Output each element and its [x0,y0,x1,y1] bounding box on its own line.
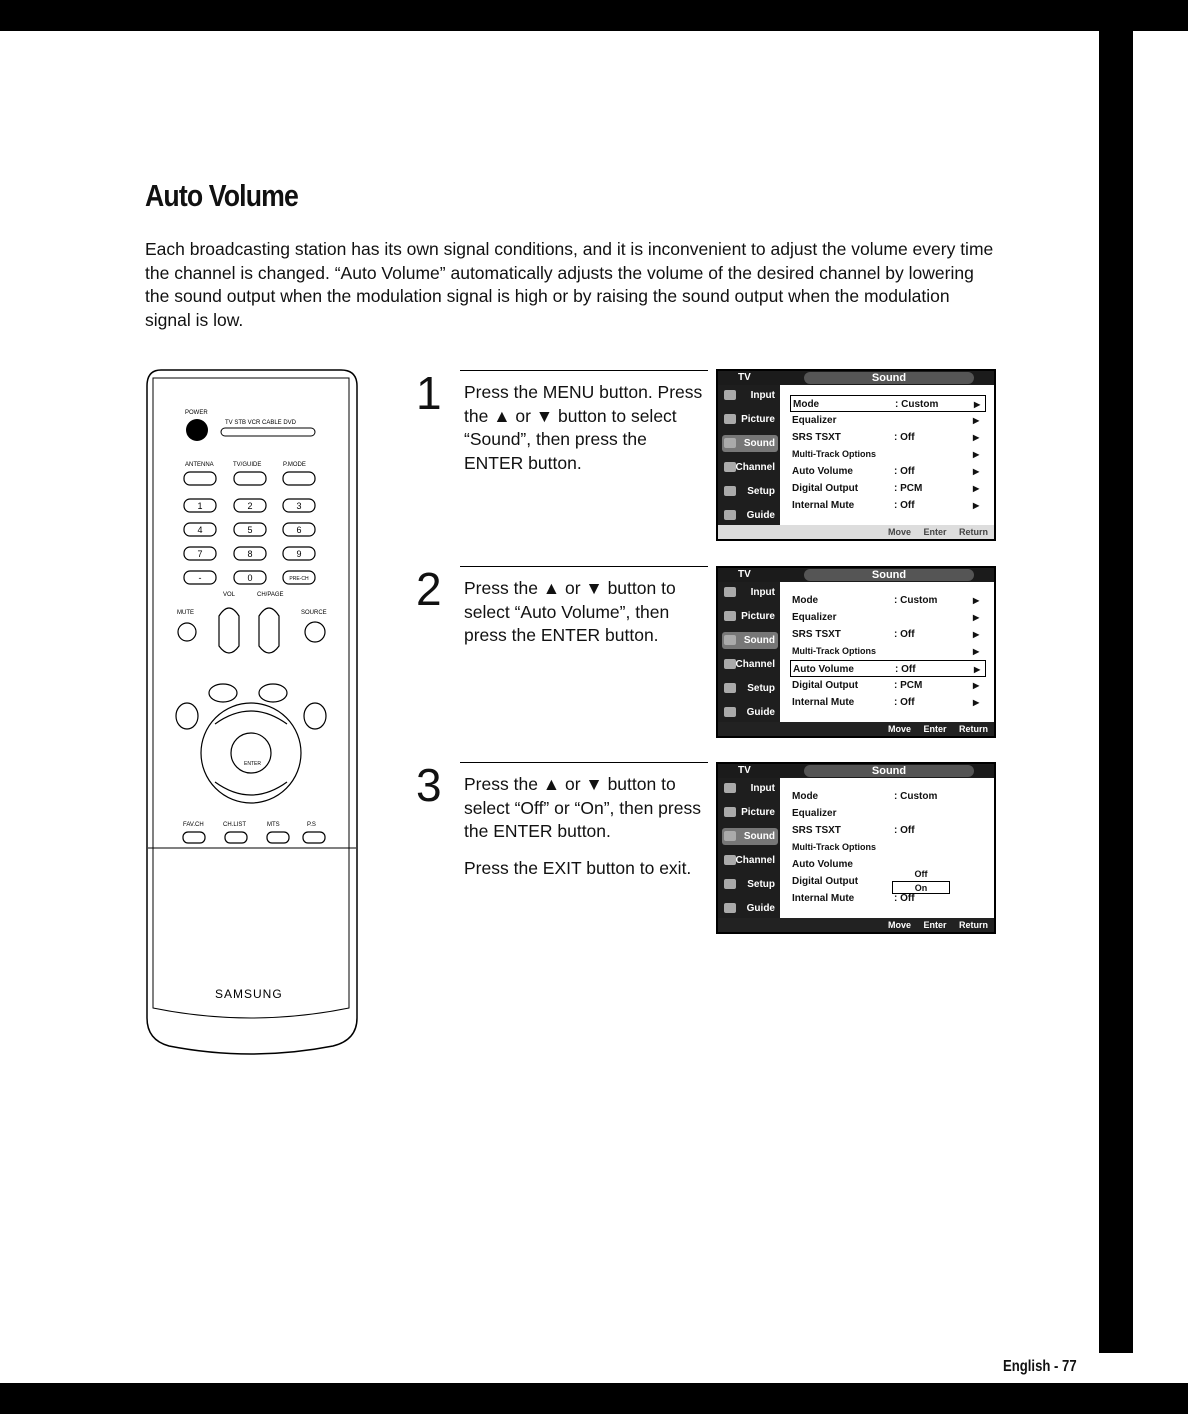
tv-screen-step-2 [716,566,996,738]
side-item-sound: Sound [722,828,778,845]
sound-menu [790,788,986,907]
remote-mute-label: MUTE [177,610,194,616]
step-rule [460,566,708,567]
remote-ps-label: P.S [307,822,316,828]
screen-tv-label: TV [738,569,751,580]
side-item-channel: Channel [722,459,778,476]
remote-enter-label: ENTER [244,761,261,767]
screen-nav-bar: Move Enter Return [718,722,994,736]
side-item-input: Input [722,780,778,797]
remote-source-label: SOURCE [301,610,327,616]
remote-power-label: POWER [185,410,208,416]
tv-screen-step-1 [716,369,996,541]
auto-volume-options [892,868,950,894]
menu-row-srs: SRS TSXT : Off [792,825,915,836]
digit-0: 0 [247,573,253,583]
side-item-setup: Setup [722,876,778,893]
side-item-sound: Sound [722,435,778,452]
remote-mode-labels: TV STB VCR CABLE DVD [225,420,297,426]
digit-3: 3 [296,501,302,511]
menu-row-digital-output: Digital Output [792,876,859,887]
menu-row-auto-volume: Auto Volume : Off ▶ [790,660,986,677]
side-item-setup: Setup [722,483,778,500]
side-item-channel: Channel [722,852,778,869]
side-item-guide: Guide [722,704,778,721]
prech-label: PRE-CH [289,576,309,582]
menu-row-auto-volume: Auto Volume [792,859,853,870]
step-2 [416,563,706,686]
side-item-sound: Sound [722,632,778,649]
remote-tvguide-label: TV/GUIDE [233,462,262,468]
step-exit-text: Press the EXIT button to exit. [464,858,692,878]
side-item-setup: Setup [722,680,778,697]
menu-row-mode: Mode : Custom ▶ [792,595,980,606]
digit-dash: - [198,573,202,583]
screen-side-menu [718,385,780,530]
screen-side-menu [718,582,780,727]
tv-screen-step-3 [716,762,996,934]
option-off: Off [914,869,928,879]
bottom-black-band [0,1383,1188,1414]
menu-row-internal-mute: Internal Mute : Off ▶ [792,697,980,708]
screen-nav-bar: Move Enter Return [718,525,994,539]
digit-2: 2 [247,501,253,511]
step-3 [416,759,706,902]
side-item-input: Input [722,387,778,404]
remote-antenna-label: ANTENNA [185,462,214,468]
side-item-picture: Picture [722,411,778,428]
digit-4: 4 [197,525,203,535]
step-number: 2 [416,563,442,615]
digit-5: 5 [247,525,253,535]
menu-row-multitrack: Multi-Track Options [792,842,877,852]
screen-tv-label: TV [738,372,751,383]
digit-7: 7 [197,549,203,559]
sound-menu [790,395,986,514]
menu-row-multitrack: Multi-Track Options ▶ [792,449,980,459]
top-black-band [0,0,1188,31]
step-1 [416,367,706,490]
side-item-input: Input [722,584,778,601]
menu-row-srs: SRS TSXT : Off ▶ [792,629,980,640]
menu-row-digital-output: Digital Output : PCM ▶ [792,483,980,494]
remote-chlist-label: CH.LIST [223,822,247,828]
menu-row-multitrack: Multi-Track Options ▶ [792,646,980,656]
remote-mts-label: MTS [267,822,280,828]
remote-chpage-label: CH/PAGE [257,592,284,598]
menu-row-mode: Mode : Custom [792,791,938,802]
step-rule [460,762,708,763]
menu-row-digital-output: Digital Output : PCM ▶ [792,680,980,691]
step-text: Press the ▲ or ▼ button to select “Auto Volume”, then press the ENTER button. [464,578,676,645]
remote-brand: SAMSUNG [215,987,283,1001]
digit-8: 8 [247,549,253,559]
step-number: 1 [416,367,442,419]
screen-sound-tab: Sound [804,569,974,581]
option-on: On [892,881,950,894]
side-item-guide: Guide [722,507,778,524]
page-title: Auto Volume [145,178,298,213]
menu-row-srs: SRS TSXT : Off ▶ [792,432,980,443]
menu-row-equalizer: Equalizer ▶ [792,612,980,623]
remote-pmode-label: P.MODE [283,462,306,468]
menu-row-internal-mute: Internal Mute : Off [792,893,915,904]
digit-1: 1 [197,501,203,511]
screen-nav-bar: Move Enter Return [718,918,994,932]
screen-tv-label: TV [738,765,751,776]
step-text: Press the ▲ or ▼ button to select “Off” or “On”, then press the ENTER button. [464,774,701,841]
screen-side-menu [718,778,780,923]
sound-menu [790,592,986,711]
menu-row-auto-volume: Auto Volume : Off ▶ [792,466,980,477]
screen-sound-tab: Sound [804,765,974,777]
side-item-picture: Picture [722,804,778,821]
remote-favch-label: FAV.CH [183,822,204,828]
menu-row-equalizer: Equalizer [792,808,837,819]
side-item-picture: Picture [722,608,778,625]
digit-6: 6 [296,525,302,535]
step-number: 3 [416,759,442,811]
menu-row-internal-mute: Internal Mute : Off ▶ [792,500,980,511]
remote-control-illustration [143,368,359,1056]
remote-vol-label: VOL [223,592,236,598]
step-rule [460,370,708,371]
right-black-band [1099,31,1133,1353]
power-button [186,419,208,441]
page-footer: English - 77 [1003,1358,1077,1375]
menu-row-mode: Mode : Custom ▶ [790,395,986,412]
side-item-guide: Guide [722,900,778,917]
menu-row-equalizer: Equalizer ▶ [792,415,980,426]
side-item-channel: Channel [722,656,778,673]
step-text: Press the MENU button. Press the ▲ or ▼ button to select “Sound”, then press the ENTER button. [464,382,703,473]
digit-9: 9 [296,549,302,559]
intro-paragraph: Each broadcasting station has its own signal conditions, and it is inconvenient to adjust the volume every time the channel is changed. “Auto Volume” automatically adjusts the volume of the desired channel by lowering the sound output when the modulation signal is high or by raising the sound output when the modulation signal is low. [145,239,994,330]
screen-sound-tab: Sound [804,372,974,384]
